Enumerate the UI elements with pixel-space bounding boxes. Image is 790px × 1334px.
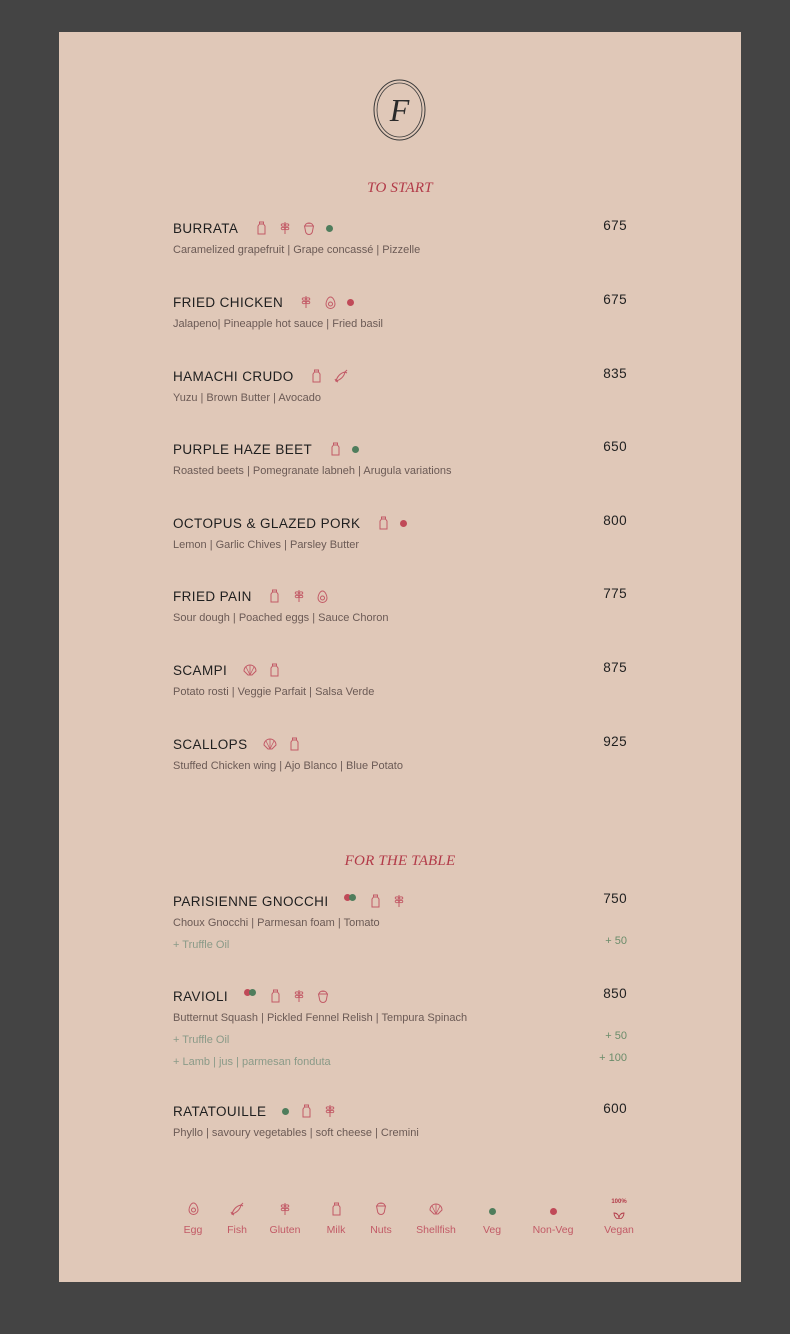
milk-icon [267,663,281,677]
legend-item [462,1202,522,1236]
addon-price: + 100 [599,1052,627,1064]
menu-item [173,1101,627,1139]
menu-item-header [173,513,627,533]
gluten-icon [323,1104,337,1118]
allergen-icons [318,442,359,456]
milk-icon [287,737,301,751]
vegan-icon [611,1199,626,1224]
milk-icon [328,442,342,456]
veg-dot-icon [489,1208,496,1215]
nuts-icon [375,1202,387,1220]
menu-item-name: PARISIENNE GNOCCHI [173,893,329,909]
legend-label: Gluten [269,1224,301,1236]
menu-item-header [173,586,627,606]
menu-item [173,586,627,624]
milk-icon [268,589,282,603]
legend-icon-wrap [406,1202,466,1220]
legend-label: Veg [482,1224,502,1236]
menu-item-description: Jalapeno| Pineapple hot sauce | Fried basil [173,318,383,330]
gluten-icon [392,894,406,908]
menu-item-description: Lemon | Garlic Chives | Parsley Butter [173,539,360,551]
menu-item [173,734,627,772]
legend-label: Fish [227,1224,247,1236]
fish-icon [334,369,348,383]
allergen-icons [258,589,330,603]
allergen-icons [334,894,406,908]
legend-label: Egg [183,1224,203,1236]
menu-item-name: SCALLOPS [173,736,248,752]
legend-item [406,1202,466,1236]
allergen-icons [300,369,348,383]
allergen-legend [169,1198,634,1242]
menu-item-description: Potato rosti | Veggie Parfait | Salsa Verde [173,686,375,698]
legend-icon-wrap [589,1198,649,1220]
menu-item-price: 750 [603,891,627,906]
legend-label: Non-Veg [532,1224,574,1236]
allergen-icons [234,989,330,1003]
nonveg-dot-icon [550,1208,557,1215]
allergen-icons [289,295,354,309]
menu-item-description: Phyllo | savoury vegetables | soft cheese | Cremini [173,1127,419,1139]
nuts-icon [316,989,330,1003]
milk-icon [376,516,390,530]
legend-icon-wrap [523,1202,583,1220]
menu-item-name: OCTOPUS & GLAZED PORK [173,515,361,531]
addon-price: + 50 [605,935,627,947]
menu-item-description: Sour dough | Poached eggs | Sauce Choron [173,612,389,624]
menu-item-header [173,1101,627,1121]
gluten-icon [292,589,306,603]
menu-item [173,439,627,477]
menu-item-name: RAVIOLI [173,988,229,1004]
gluten-icon [278,221,292,235]
addon-label: + Truffle Oil [173,939,230,951]
leaf-icon [612,1206,626,1224]
menu-item-name: FRIED CHICKEN [173,294,284,310]
gluten-icon [299,295,313,309]
egg-icon [188,1202,199,1220]
menu-item-addon [173,1030,627,1046]
veg-dot-icon [282,1108,289,1115]
menu-item-header [173,734,627,754]
legend-item [523,1202,583,1236]
vegan-badge: 100% [611,1198,627,1205]
allergen-icons [253,737,301,751]
menu-item-addon [173,935,627,951]
menu-item-price: 850 [603,986,627,1001]
menu-page [59,32,741,1282]
logo-letter: F [389,92,410,128]
menu-item-name: SCAMPI [173,662,228,678]
egg-icon [316,589,330,603]
menu-item-description: Yuzu | Brown Butter | Avocado [173,392,321,404]
milk-icon [299,1104,313,1118]
shellfish-icon [243,663,257,677]
menu-item-header [173,366,627,386]
menu-item-header [173,218,627,238]
menu-item-price: 650 [603,439,627,454]
menu-item-price: 675 [603,292,627,307]
fish-icon [230,1202,244,1221]
menu-item-addon [173,1052,627,1068]
section-title: TO START [367,180,433,196]
menu-item [173,218,627,256]
milk-icon [332,1202,341,1221]
milk-icon [368,894,382,908]
legend-label: Nuts [370,1224,392,1236]
milk-icon [310,369,324,383]
legend-item [589,1198,649,1236]
menu-item-price: 800 [603,513,627,528]
veg-dot-icon [352,446,359,453]
restaurant-logo [373,79,426,141]
menu-item [173,660,627,698]
veg-nonveg-dot-icon [344,894,358,908]
gluten-icon [280,1202,290,1221]
menu-item [173,366,627,404]
menu-item [173,891,627,951]
menu-item [173,292,627,330]
legend-icon-wrap [351,1202,411,1220]
allergen-icons [233,663,281,677]
allergen-icons [366,516,407,530]
milk-icon [268,989,282,1003]
gluten-icon [292,989,306,1003]
legend-label: Vegan [604,1224,634,1236]
addon-price: + 50 [605,1030,627,1042]
menu-item-price: 600 [603,1101,627,1116]
menu-item-description: Choux Gnocchi | Parmesan foam | Tomato [173,917,380,929]
menu-item-price: 775 [603,586,627,601]
section-title: FOR THE TABLE [344,853,456,869]
milk-icon [254,221,268,235]
egg-icon [323,295,337,309]
addon-label: + Truffle Oil [173,1034,230,1046]
allergen-icons [272,1104,337,1118]
legend-label: Milk [326,1224,346,1236]
menu-item-name: BURRATA [173,220,239,236]
menu-item-price: 925 [603,734,627,749]
veg-nonveg-dot-icon [244,989,258,1003]
menu-item-description: Butternut Squash | Pickled Fennel Relish | Tempura Spinach [173,1012,468,1024]
menu-item-header [173,292,627,312]
menu-item-name: HAMACHI CRUDO [173,368,294,384]
menu-item-price: 675 [603,218,627,233]
nonveg-dot-icon [400,520,407,527]
allergen-icons [244,221,333,235]
menu-item-description: Roasted beets | Pomegranate labneh | Arugula variations [173,465,452,477]
menu-item-header [173,986,627,1006]
legend-icon-wrap [462,1202,522,1220]
menu-item-description: Caramelized grapefruit | Grape concassé | Pizzelle [173,244,421,256]
veg-dot-icon [326,225,333,232]
menu-item-price: 875 [603,660,627,675]
menu-item-price: 835 [603,366,627,381]
nonveg-dot-icon [347,299,354,306]
menu-item-description: Stuffed Chicken wing | Ajo Blanco | Blue Potato [173,760,403,772]
menu-item-name: PURPLE HAZE BEET [173,441,313,457]
legend-label: Shellfish [416,1224,456,1236]
menu-item-name: FRIED PAIN [173,588,252,604]
menu-item [173,513,627,551]
nuts-icon [302,221,316,235]
menu-item-header [173,439,627,459]
menu-item [173,986,627,1068]
shellfish-icon [263,737,277,751]
shellfish-icon [429,1202,443,1220]
menu-item-name: RATATOUILLE [173,1103,267,1119]
legend-item [351,1202,411,1236]
addon-label: + Lamb | jus | parmesan fonduta [173,1056,331,1068]
menu-item-header [173,660,627,680]
menu-item-header [173,891,627,911]
